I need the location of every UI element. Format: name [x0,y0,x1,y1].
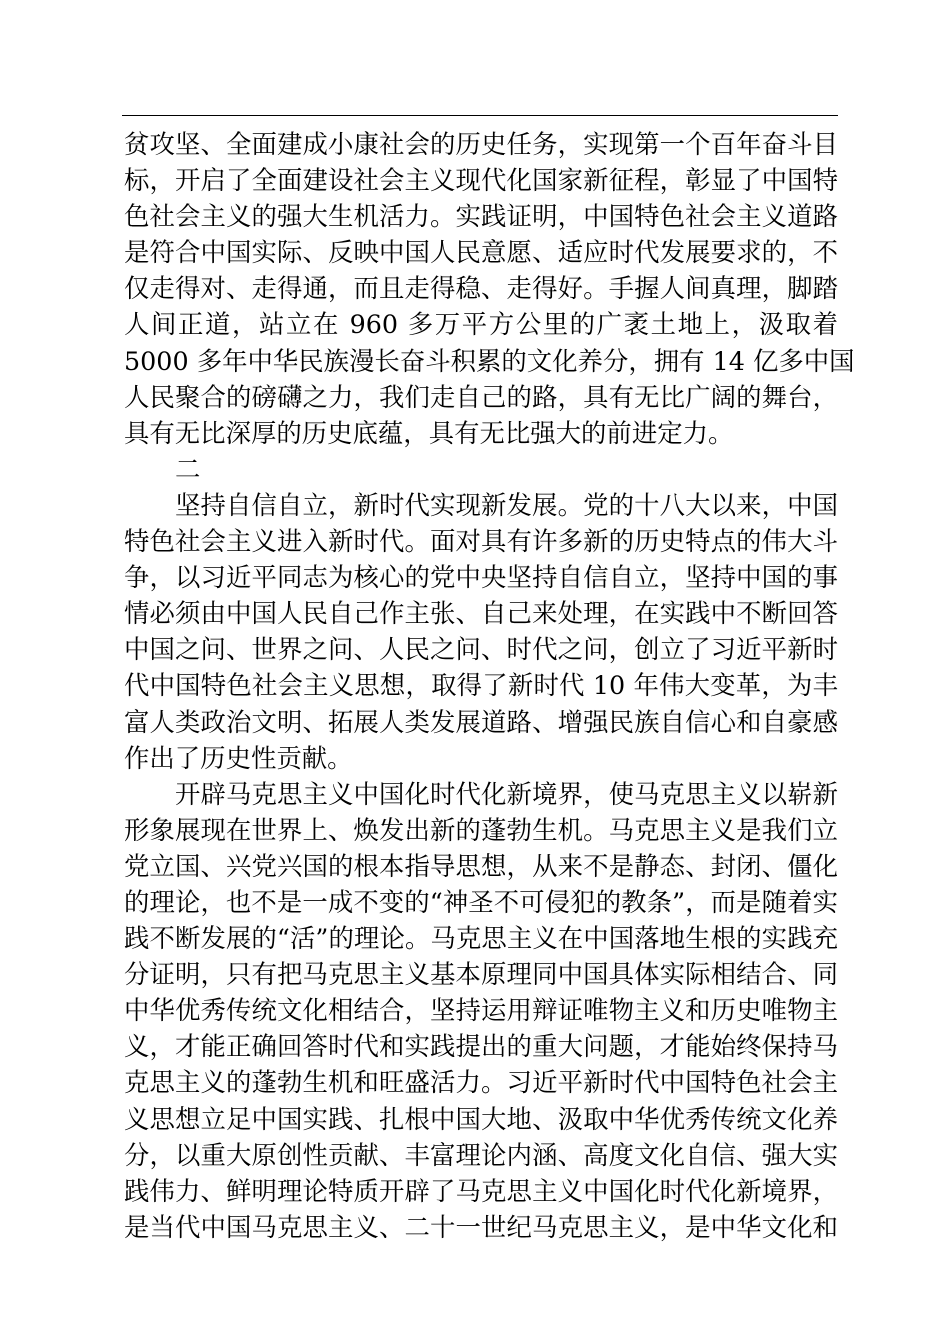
text-line: 党立国、兴党兴国的根本指导思想，从来不是静态、封闭、僵化 [124,850,838,881]
text-line: 贫攻坚、全面建成小康社会的历史任务，实现第一个百年奋斗目 [124,129,838,159]
text-line: 分证明，只有把马克思主义基本原理同中国具体实际相结合、同 [124,959,838,990]
text-line: 践伟力、鲜明理论特质开辟了马克思主义中国化时代化新境界， [124,1175,838,1206]
text-line: 5000 多年中华民族漫长奋斗积累的文化养分，拥有 14 亿多中国 [124,345,855,376]
text-line: 坚持自信自立，新时代实现新发展。党的十八大以来，中国 [175,489,838,520]
text-line: 代中国特色社会主义思想，取得了新时代 10 年伟大变革，为丰 [124,670,838,701]
text-line: 争，以习近平同志为核心的党中央坚持自信自立，坚持中国的事 [124,562,838,593]
text-line: 二 [175,453,201,484]
text-line: 情必须由中国人民自己作主张、自己来处理，在实践中不断回答 [124,598,838,629]
text-line: 作出了历史性贡献。 [124,742,353,773]
text-line: 分，以重大原创性贡献、丰富理论内涵、高度文化自信、强大实 [124,1139,838,1170]
text-line: 中国之问、世界之问、人民之问、时代之问，创立了习近平新时 [124,634,838,665]
text-line: 具有无比深厚的历史底蕴，具有无比强大的前进定力。 [124,417,734,448]
text-line: 特色社会主义进入新时代。面对具有许多新的历史特点的伟大斗 [124,526,838,557]
text-line: 践不断发展的“活”的理论。马克思主义在中国落地生根的实践充 [124,923,838,954]
text-line: 人间正道，站立在 960 多万平方公里的广袤土地上，汲取着 [124,309,838,340]
text-line: 是当代中国马克思主义、二十一世纪马克思主义，是中华文化和 [124,1211,838,1242]
text-line: 标，开启了全面建设社会主义现代化国家新征程，彰显了中国特 [124,165,838,196]
text-line: 克思主义的蓬勃生机和旺盛活力。习近平新时代中国特色社会主 [124,1067,838,1098]
text-line: 人民聚合的磅礴之力，我们走自己的路，具有无比广阔的舞台， [124,381,838,412]
text-line: 富人类政治文明、拓展人类发展道路、增强民族自信心和自豪感 [124,706,838,737]
text-line: 义，才能正确回答时代和实践提出的重大问题，才能始终保持马 [124,1031,838,1062]
body-text [124,126,855,1245]
text-line: 形象展现在世界上、焕发出新的蓬勃生机。马克思主义是我们立 [124,814,838,845]
text-line: 中华优秀传统文化相结合，坚持运用辩证唯物主义和历史唯物主 [124,995,838,1026]
text-line: 色社会主义的强大生机活力。实践证明，中国特色社会主义道路 [124,201,838,232]
header-rule [122,115,838,116]
text-line: 的理论，也不是一成不变的“神圣不可侵犯的教条”，而是随着实 [124,886,838,917]
text-line: 义思想立足中国实践、扎根中国大地、汲取中华优秀传统文化养 [124,1103,838,1134]
text-line: 开辟马克思主义中国化时代化新境界，使马克思主义以崭新 [175,778,838,809]
text-line: 仅走得对、走得通，而且走得稳、走得好。手握人间真理，脚踏 [124,273,838,304]
text-line: 是符合中国实际、反映中国人民意愿、适应时代发展要求的，不 [124,237,838,268]
